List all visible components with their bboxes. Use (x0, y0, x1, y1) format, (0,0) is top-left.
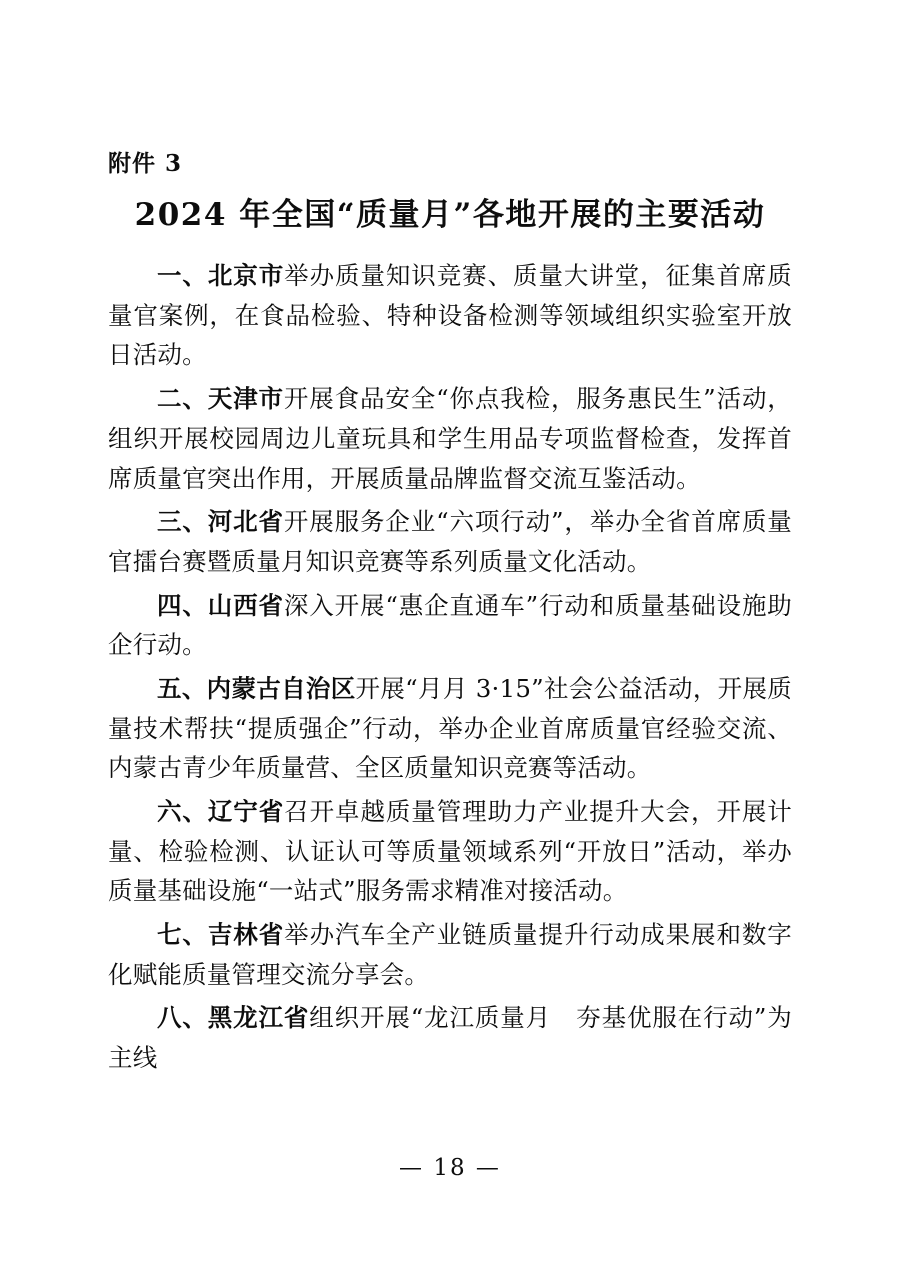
paragraph-text: 深入开展“惠企直通车”行动和质量基础设施助企行动。 (108, 590, 793, 660)
paragraph-text: 开展服务企业“六项行动”，举办全省首席质量官擂台赛暨质量月知识竞赛等系列质量文化活动。 (108, 507, 793, 576)
page-title: 2024 年全国“质量月”各地开展的主要活动 (134, 196, 766, 233)
paragraph-text: 举办质量知识竞赛、质量大讲堂，征集首席质量官案例，在食品检验、特种设备检测等领域组织实验室开放日活动。 (108, 261, 793, 370)
paragraph-text: 组织开展“龙江质量月 夯基优服在行动”为主线 (108, 1003, 792, 1073)
attachment-label: 附件 3 (108, 150, 183, 177)
paragraph-lead: 八、黑龙江省 (157, 1003, 310, 1033)
paragraph (108, 379, 792, 498)
page-number: — 18 — (399, 1155, 501, 1181)
paragraph-text: 开展食品安全“你点我检，服务惠民生”活动，组织开展校园周边儿童玩具和学生用品专项监督检查，发挥首席质量官突出作用，开展质量品牌监督交流互鉴活动。 (108, 384, 793, 493)
paragraph (108, 792, 792, 911)
paragraph-lead: 六、辽宁省 (157, 797, 285, 827)
paragraph (108, 669, 792, 788)
paragraph-lead: 四、山西省 (157, 590, 284, 620)
paragraph-text: 举办汽车全产业链质量提升行动成果展和数字化赋能质量管理交流分享会。 (108, 920, 793, 989)
paragraph (108, 915, 792, 994)
paragraph-text: 召开卓越质量管理助力产业提升大会，开展计量、检验检测、认证认可等质量领域系列“开放日”活动，举办质量基础设施“一站式”服务需求精准对接活动。 (108, 797, 793, 906)
paragraph-lead: 二、天津市 (157, 384, 284, 414)
paragraph-lead: 三、河北省 (157, 507, 284, 537)
paragraph (108, 998, 792, 1077)
paragraph (108, 586, 792, 665)
document-body (108, 256, 792, 1078)
paragraph-lead: 七、吉林省 (157, 920, 285, 950)
paragraph (108, 502, 792, 581)
paragraph (108, 256, 792, 375)
paragraph-lead: 一、北京市 (157, 261, 285, 291)
paragraph-text: 开展“月月 3·15”社会公益活动，开展质量技术帮扶“提质强企”行动，举办企业首席质量官经验交流、内蒙古青少年质量营、全区质量知识竞赛等活动。 (108, 673, 792, 783)
paragraph-lead: 五、内蒙古自治区 (157, 673, 356, 703)
